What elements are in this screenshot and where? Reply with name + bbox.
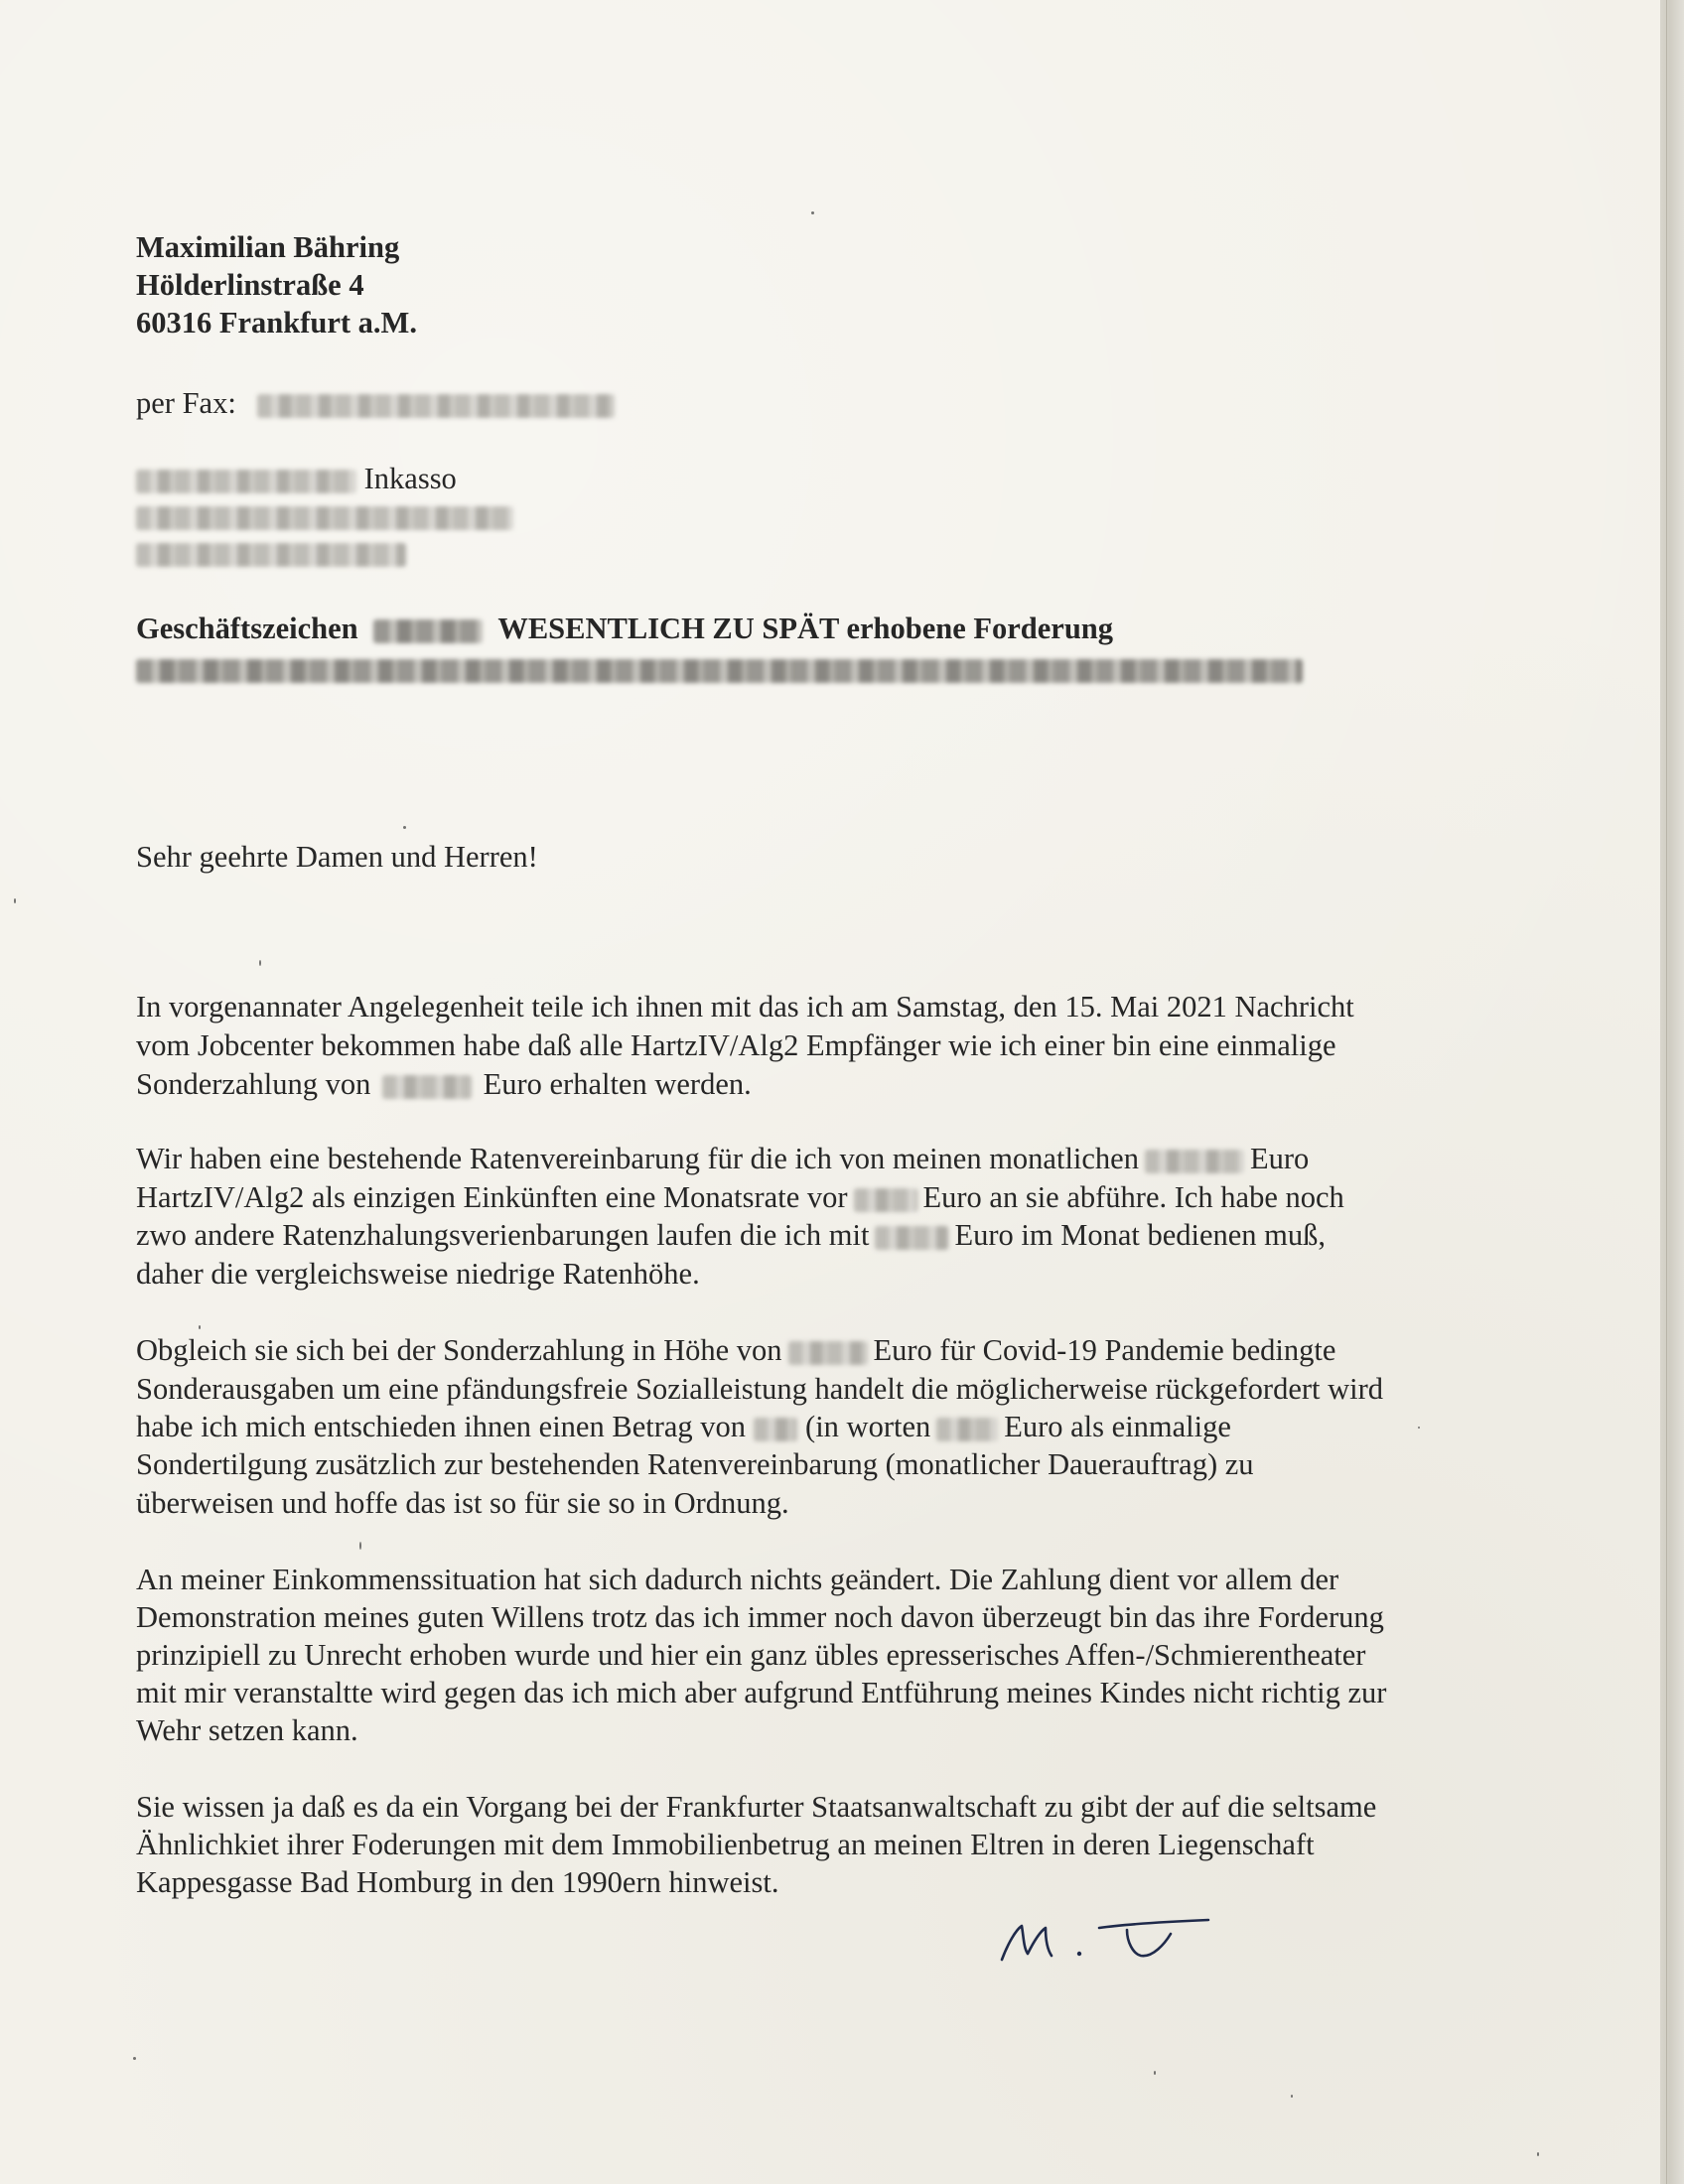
redacted-recipient-street — [136, 506, 513, 530]
redacted-amount — [754, 1418, 797, 1441]
paragraph-2-line-3: zwo andere Ratenzhalungsverienbarungen laufen die ich mit Euro im Monat bedienen muß, — [136, 1218, 1327, 1252]
paragraph-1-line-2: vom Jobcenter bekommen habe daß alle HartzIV/Alg2 Empfänger wie ich einer bin eine einmalige — [136, 1028, 1336, 1062]
page-edge — [1660, 0, 1684, 2184]
recipient-company-suffix: Inkasso — [363, 462, 457, 495]
paragraph-4-line-5: Wehr setzen kann. — [136, 1713, 358, 1747]
salutation: Sehr geehrte Damen und Herren! — [136, 840, 538, 874]
recipient-city — [136, 533, 406, 571]
fax-label: per Fax: — [136, 386, 236, 420]
paragraph-2-line-1: Wir haben eine bestehende Ratenvereinbarung für die ich von meinen monatlichen Euro — [136, 1142, 1310, 1175]
scan-speck — [199, 1325, 201, 1329]
paragraph-2-line-2: HartzIV/Alg2 als einzigen Einkünften eine Monatsrate vor Euro an sie abführe. Ich habe noch — [136, 1180, 1344, 1214]
redacted-amount — [875, 1226, 948, 1250]
subject-text: WESENTLICH ZU SPÄT erhobene Forderung — [497, 612, 1114, 645]
scan-speck — [133, 2057, 136, 2060]
subject-line-2 — [136, 649, 1303, 687]
redacted-subject-detail — [136, 659, 1303, 683]
sender-name: Maximilian Bähring — [136, 230, 400, 264]
paragraph-2-line-4: daher die vergleichsweise niedrige Ratenhöhe. — [136, 1257, 700, 1291]
sender-street: Hölderlinstraße 4 — [136, 268, 364, 302]
signature — [988, 1904, 1236, 1983]
paragraph-1-line-3: Sonderzahlung von Euro erhalten werden. — [136, 1067, 752, 1101]
paragraph-3-line-4: Sondertilgung zusätzlich zur bestehenden Ratenvereinbarung (monatlicher Dauerauftrag) zu — [136, 1447, 1254, 1481]
redacted-recipient-city — [136, 543, 406, 567]
scan-speck — [14, 898, 16, 903]
scan-speck — [403, 826, 406, 829]
subject-line — [136, 610, 1113, 647]
redacted-fax-number — [257, 394, 615, 418]
scan-speck — [359, 1542, 361, 1550]
redacted-amount — [788, 1341, 868, 1365]
paragraph-5-line-1: Sie wissen ja daß es da ein Vorgang bei der Frankfurter Staatsanwaltschaft zu gibt der auf die seltsame — [136, 1790, 1377, 1824]
recipient-company — [136, 460, 457, 497]
subject-label: Geschäftszeichen — [136, 612, 358, 645]
paragraph-5-line-2: Ähnlichkiet ihrer Foderungen mit dem Immobilienbetrug an meinen Eltren in deren Liegenschaft — [136, 1828, 1315, 1861]
scan-speck — [259, 960, 261, 966]
scan-speck — [1154, 2071, 1156, 2075]
redacted-amount — [382, 1075, 472, 1099]
recipient-street — [136, 496, 513, 534]
paragraph-3-line-1: Obgleich sie sich bei der Sonderzahlung in Höhe von Euro für Covid-19 Pandemie bedingte — [136, 1333, 1336, 1367]
paragraph-3-line-2: Sonderausgaben um eine pfändungsfreie Sozialleistung handelt die möglicherweise rückgefordert wird — [136, 1372, 1384, 1406]
scan-speck — [1537, 2152, 1539, 2156]
paragraph-3-line-3: habe ich mich entschieden ihnen einen Betrag von (in worten Euro als einmalige — [136, 1410, 1231, 1443]
fax-line — [136, 384, 615, 422]
redacted-amount-words — [936, 1418, 998, 1441]
scan-speck — [1418, 1427, 1420, 1429]
scan-speck — [1291, 2095, 1293, 2098]
redacted-company-name — [136, 470, 356, 493]
redacted-amount — [1145, 1150, 1244, 1173]
paragraph-4-line-1: An meiner Einkommenssituation hat sich dadurch nichts geändert. Die Zahlung dient vor allem der — [136, 1563, 1339, 1596]
paragraph-5-line-3: Kappesgasse Bad Homburg in den 1990ern hinweist. — [136, 1865, 779, 1899]
paragraph-1-line-1: In vorgenannater Angelegenheit teile ich ihnen mit das ich am Samstag, den 15. Mai 2021 Nachricht — [136, 990, 1354, 1024]
redacted-reference-number — [373, 619, 483, 643]
sender-city: 60316 Frankfurt a.M. — [136, 306, 417, 340]
paragraph-4-line-4: mit mir veranstaltte wird gegen das ich mich aber aufgrund Entführung meines Kindes nicht richtig zur — [136, 1676, 1387, 1709]
redacted-amount — [854, 1188, 917, 1212]
paragraph-4-line-3: prinzipiell zu Unrecht erhoben wurde und hier ein ganz übles epresserisches Affen-/Schmierentheater — [136, 1638, 1366, 1672]
paragraph-4-line-2: Demonstration meines guten Willens trotz das ich immer noch davon überzeugt bin das ihre Forderung — [136, 1600, 1384, 1634]
paragraph-3-line-5: überweisen und hoffe das ist so für sie so in Ordnung. — [136, 1486, 789, 1520]
scan-speck — [811, 211, 814, 214]
